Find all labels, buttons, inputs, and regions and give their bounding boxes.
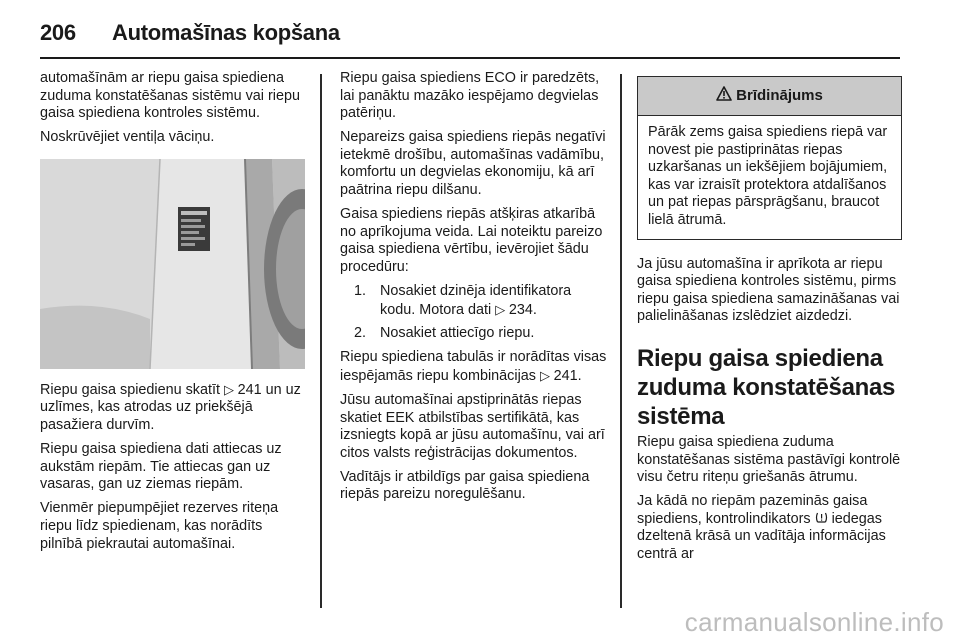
list-item: 1. Nosakiet dzinēja identifikatora kodu. Motora dati ▷ 234.	[354, 283, 572, 318]
section-title: Riepu gaisa spiediena zuduma konstatēšanas sistēma	[637, 344, 896, 430]
triangle-ref-icon: ▷	[224, 381, 238, 397]
triangle-ref-icon: ▷	[539, 367, 554, 383]
paragraph: Gaisa spiediens riepās atšķiras atkarībā no aprīkojuma veida. Lai noteiktu pareizo gaisa spiediena vērtību, ievērojiet šādu procedūru:	[340, 206, 603, 275]
warning-title: Brīdinājums	[736, 87, 823, 105]
triangle-ref-icon: ▷	[495, 301, 509, 317]
paragraph: automašīnām ar riepu gaisa spiediena zuduma konstatēšanas sistēmu vai riepu gaisa spiediena kontroles sistēmu.	[40, 70, 300, 122]
procedure-list	[340, 283, 608, 343]
paragraph: Riepu gaisa spiediens ECO ir paredzēts, lai panāktu mazāko iespējamo degvielas patēriņu.	[340, 70, 600, 122]
column-3	[637, 70, 902, 570]
paragraph: Vadītājs ir atbildīgs par gaisa spiediena riepās pareizu noregulēšanu.	[340, 468, 590, 503]
paragraph: Noskrūvējiet ventiļa vāciņu.	[40, 129, 215, 146]
warning-triangle-icon	[716, 86, 732, 106]
paragraph: Vienmēr piepumpējiet rezerves riteņa riepu līdz spiedienam, kas norādīts pilnībā piekrautai automašīnai.	[40, 500, 279, 552]
watermark: carmanualsonline.info	[684, 607, 944, 637]
page-number: 206	[40, 20, 76, 45]
paragraph: Riepu gaisa spiediena dati attiecas uz aukstām riepām. Tie attiecas gan uz vasaras, gan uz ziemas riepām.	[40, 441, 282, 493]
warning-text: Pārāk zems gaisa spiediens riepā var novest pie pastiprinātas riepas uzkaršanas un iekšējiem bojājumiem, kas var izraisīt protektora atdalīšanos un pat riepas pārsprāgšanu, braucot lielā ātrumā.	[648, 124, 888, 228]
warning-box	[637, 76, 902, 240]
paragraph: Riepu gaisa spiediena zuduma konstatēšanas sistēma pastāvīgi kontrolē visu četru riteņu griešanās ātrumu.	[637, 433, 901, 486]
column-1	[40, 70, 305, 560]
paragraph: Ja jūsu automašīna ir aprīkota ar riepu gaisa spiediena kontroles sistēmu, pirms riepu gaisa spiediena samazināšanas vai palielināšanas izslēdziet aizdedzi.	[637, 255, 900, 325]
column-divider	[320, 74, 322, 608]
warning-header	[638, 77, 901, 116]
column-2	[340, 70, 608, 511]
paragraph: Riepu gaisa spiedienu skatīt ▷ 241 un uz uzlīmes, kas atrodas uz priekšējā pasažiera durvīm.	[40, 381, 301, 434]
paragraph: Riepu spiediena tabulās ir norādītas visas iespējamās riepu kombinācijas ▷ 241.	[340, 349, 607, 384]
header-rule	[40, 57, 900, 59]
list-item: 2. Nosakiet attiecīgo riepu.	[354, 325, 535, 342]
paragraph: Nepareizs gaisa spiediens riepās negatīvi ietekmē drošību, automašīnas vadāmību, komfortu un degvielas ekonomiju, kā arī paātrina riepu dilšanu.	[340, 129, 606, 199]
paragraph: Ja kādā no riepām pazeminās gaisa spiediens, kontrolindikators iedegas dzeltenā krāsā un vadītāja informācijas centrā ar	[637, 493, 886, 562]
page-header	[40, 14, 900, 54]
door-label-photo	[40, 159, 305, 369]
paragraph: Jūsu automašīnai apstiprinātās riepas skatiet EEK atbilstības sertifikātā, kas izsniegts kopā ar jūsu automašīnu, vai arī citos valsts reģistrācijas dokumentos.	[340, 392, 605, 461]
tire-pressure-indicator-icon	[815, 511, 828, 524]
page-title: Automašīnas kopšana	[112, 20, 340, 45]
column-divider	[620, 74, 622, 608]
